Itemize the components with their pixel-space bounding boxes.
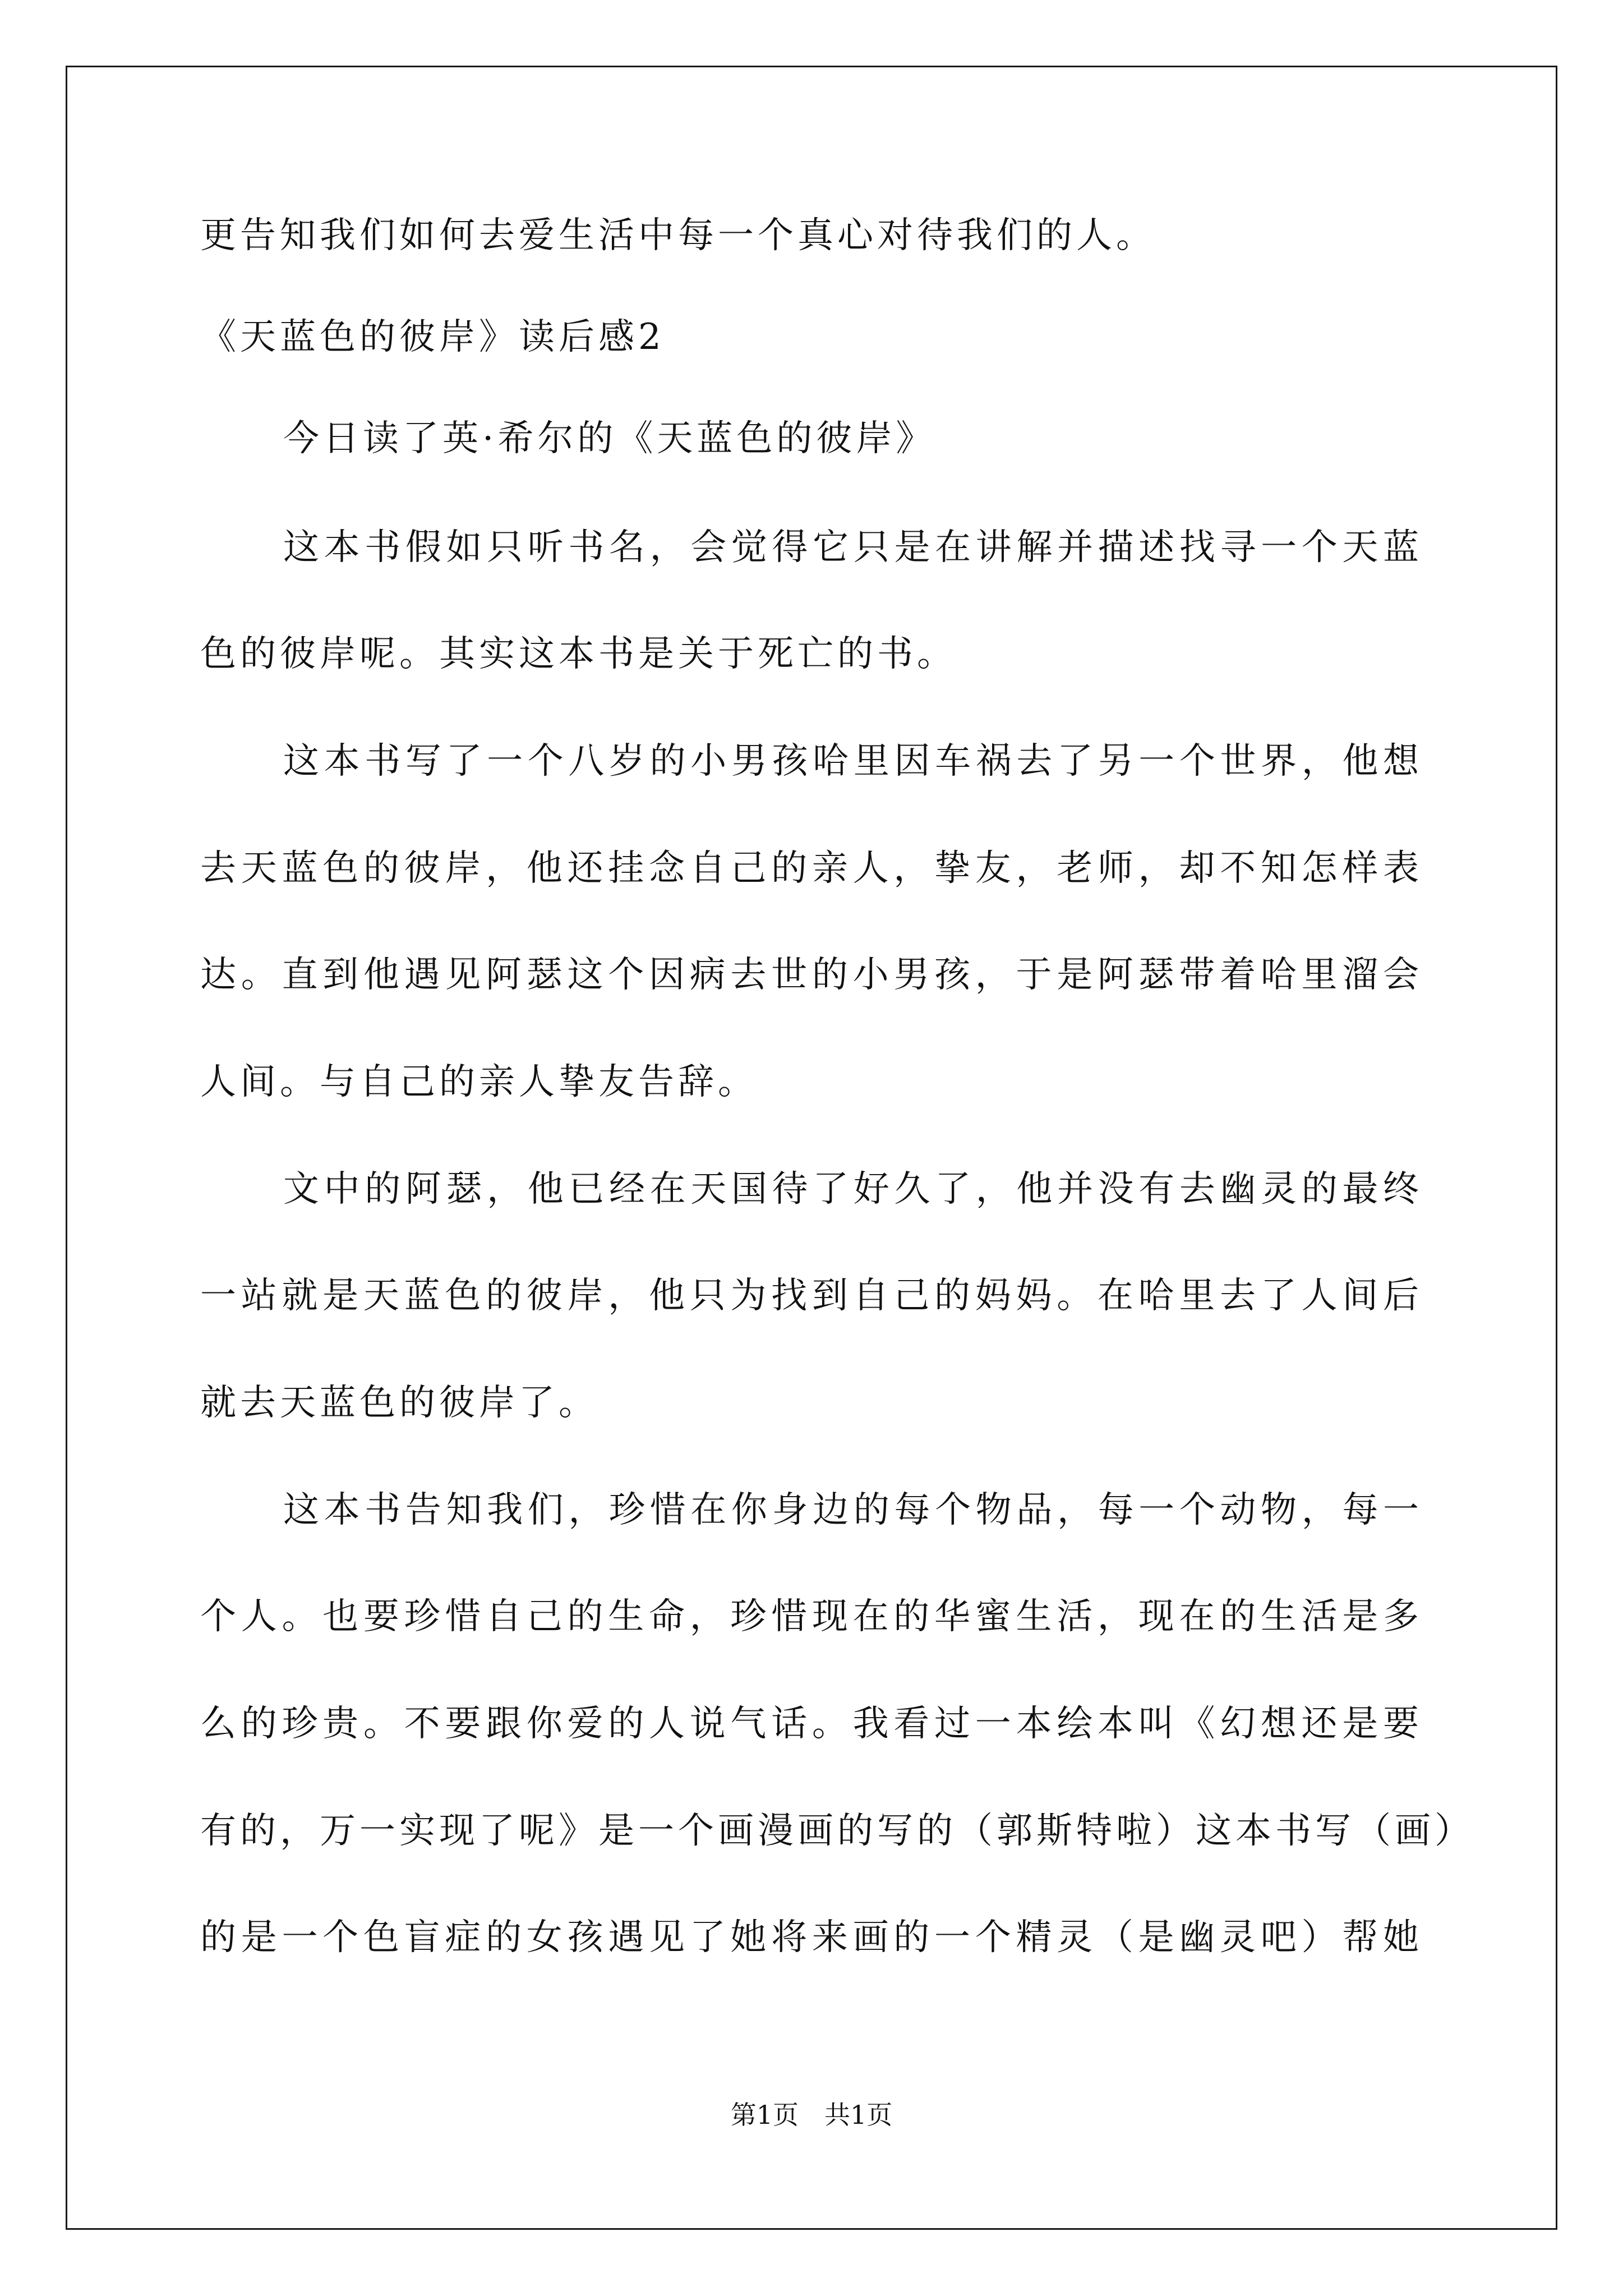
text-line: 文中的阿瑟，他已经在天国待了好久了，他并没有去幽灵的最终 xyxy=(283,1168,1423,1210)
text-line: 色的彼岸呢。其实这本书是关于死亡的书。 xyxy=(200,633,957,675)
text-line: 这本书写了一个八岁的小男孩哈里因车祸去了另一个世界，他想 xyxy=(283,740,1423,782)
text-line: 更告知我们如何去爱生活中每一个真心对待我们的人。 xyxy=(200,215,1156,256)
text-line: 就去天蓝色的彼岸了。 xyxy=(200,1382,598,1424)
text-line: 个人。也要珍惜自己的生命，珍惜现在的华蜜生活，现在的生活是多 xyxy=(200,1596,1423,1637)
text-line: 今日读了英·希尔的《天蓝色的彼岸》 xyxy=(283,418,936,459)
text-line: 达。直到他遇见阿瑟这个因病去世的小男孩，于是阿瑟带着哈里溜会 xyxy=(200,954,1423,996)
section-heading: 《天蓝色的彼岸》读后感2 xyxy=(200,316,665,358)
text-line: 有的，万一实现了呢》是一个画漫画的写的（郭斯特啦）这本书写（画） xyxy=(200,1810,1474,1852)
text-line: 人间。与自己的亲人挚友告辞。 xyxy=(200,1061,758,1103)
text-line: 这本书假如只听书名，会觉得它只是在讲解并描述找寻一个天蓝 xyxy=(283,527,1423,568)
text-line: 么的珍贵。不要跟你爱的人说气话。我看过一本绘本叫《幻想还是要 xyxy=(200,1703,1423,1745)
page-number: 第1页 共1页 xyxy=(730,2100,893,2130)
text-line: 一站就是天蓝色的彼岸，他只为找到自己的妈妈。在哈里去了人间后 xyxy=(200,1275,1423,1317)
page-border xyxy=(66,66,1557,2230)
text-line: 这本书告知我们，珍惜在你身边的每个物品，每一个动物，每一 xyxy=(283,1489,1423,1531)
text-line: 去天蓝色的彼岸，他还挂念自己的亲人，挚友，老师，却不知怎样表 xyxy=(200,848,1423,889)
text-line: 的是一个色盲症的女孩遇见了她将来画的一个精灵（是幽灵吧）帮她 xyxy=(200,1917,1423,1958)
